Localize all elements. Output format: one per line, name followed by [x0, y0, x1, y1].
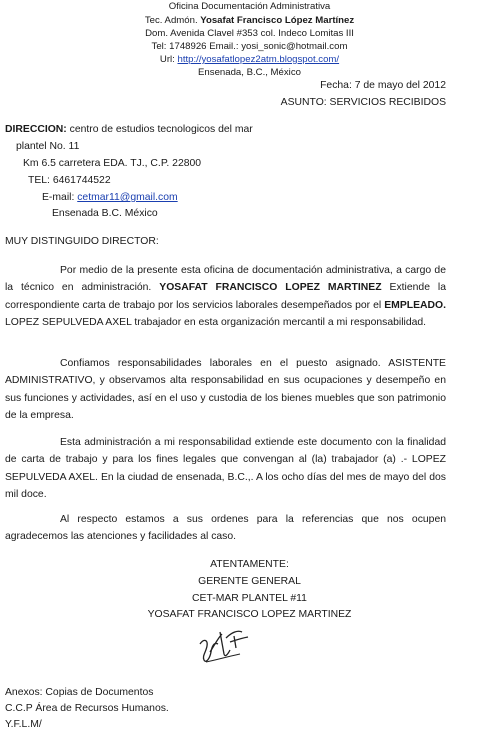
letter-subject: ASUNTO: SERVICIOS RECIBIDOS	[280, 97, 446, 108]
email-label: Email.:	[209, 41, 239, 52]
paragraph-4	[5, 511, 446, 546]
p4-text: Al respecto estamos a sus ordenes para la referencias que nos ocupen agradecemos las atenciones y facilidades al caso.	[5, 514, 446, 543]
paragraph-2	[5, 355, 446, 425]
p3-text: Esta administración a mi responsabilidad extiende este documento con la finalidad de carta de trabajo y para los fines legales que convengan al (la) trabajador (a) .- LOPEZ SEPULVEDA AXEL. En la ciudad de ensenada, B.C.,. A los ocho días del mes de mayo del dos mil doce.	[5, 437, 446, 501]
p1-text-e: LOPEZ SEPULVEDA AXEL trabajador en esta organización mercantil a mi responsabilidad.	[5, 317, 427, 329]
url-label: Url:	[159, 54, 175, 65]
greeting: MUY DISTINGUIDO DIRECTOR:	[5, 236, 159, 247]
recipient-name: centro de estudios tecnologicos del mar	[69, 124, 253, 135]
signer-role: GERENTE GENERAL	[198, 576, 301, 587]
recipient-address: Km 6.5 carretera EDA. TJ., C.P. 22800	[23, 158, 202, 169]
paragraph-1	[5, 262, 446, 332]
recipient-email-label: E-mail:	[42, 192, 75, 203]
tel-label: Tel:	[151, 41, 167, 52]
recipient-tel: TEL: 6461744522	[28, 175, 111, 186]
office-title: Oficina Documentación Administrativa	[168, 1, 331, 12]
tel-email-line	[0, 40, 499, 53]
signer-org: CET-MAR PLANTEL #11	[192, 593, 307, 604]
office-address: Dom. Avenida Clavel #353 col. Indeco Lomitas III	[145, 28, 354, 39]
closing: ATENTAMENTE:	[210, 559, 289, 570]
ccp-note: C.C.P Área de Recursos Humanos.	[5, 703, 169, 714]
initials: Y.F.L.M/	[5, 719, 42, 730]
letter-date: Fecha: 7 de mayo del 2012	[320, 80, 446, 91]
tel-value: 1748926	[169, 41, 207, 52]
paragraph-3	[5, 434, 446, 504]
tec-line	[0, 14, 499, 27]
recipient-plantel: plantel No. 11	[16, 141, 80, 152]
handwritten-signature	[196, 624, 258, 668]
email-value: yosi_sonic@hotmail.com	[241, 41, 348, 52]
office-city: Ensenada, B.C., México	[198, 67, 301, 78]
url-line	[0, 53, 499, 66]
recipient-email-line	[42, 192, 178, 203]
tec-prefix: Tec. Admón.	[144, 15, 198, 26]
recipient-city: Ensenada B.C. México	[52, 208, 158, 219]
recipient-line	[5, 124, 253, 135]
p2-text: Confiamos responsabilidades laborales en el puesto asignado. ASISTENTE ADMINISTRATIVO, y observamos alta responsabilidad en sus ocupaciones y desempeño en sus funciones y actividades, así en el uso y custodia de los bienes muebles que son patrimonio de la empresa.	[5, 358, 446, 422]
annex-note: Anexos: Copias de Documentos	[5, 687, 154, 698]
p1-text-c: Extiende la correspondiente carta de trabajo por los servicios laborales desempeñados por el	[5, 282, 447, 311]
recipient-label: DIRECCION:	[5, 124, 67, 135]
p1-text-a: Por medio de la presente esta oficina de documentación administrativa, a cargo de la técnico en administración.	[5, 265, 446, 294]
p1-name: YOSAFAT FRANCISCO LOPEZ MARTINEZ	[159, 282, 382, 294]
tec-name: Yosafat Francisco López Martínez	[200, 15, 355, 26]
p1-empleado: EMPLEADO.	[384, 299, 447, 311]
blog-link[interactable]: http://yosafatlopez2atm.blogspot.com/	[177, 54, 340, 65]
recipient-email-link[interactable]: cetmar11@gmail.com	[77, 192, 178, 203]
signer-name: YOSAFAT FRANCISCO LOPEZ MARTINEZ	[147, 609, 352, 620]
